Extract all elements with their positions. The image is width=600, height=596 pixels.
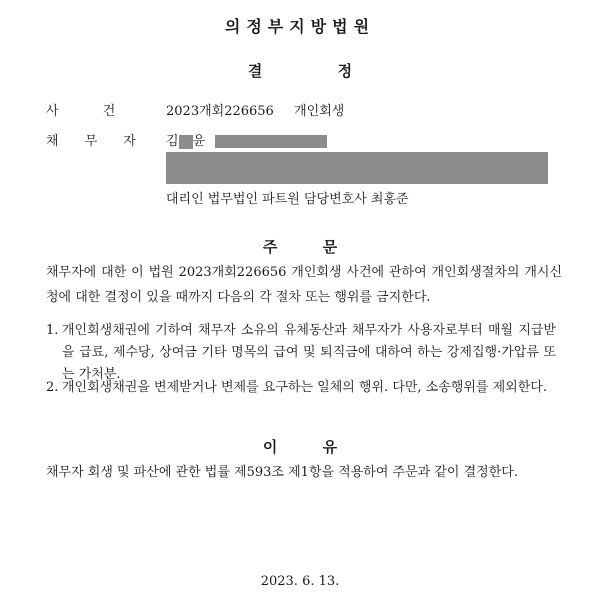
address-redaction	[166, 152, 548, 184]
case-type: 개인회생	[294, 104, 345, 119]
redaction-mask	[215, 135, 327, 148]
order-item-number: 1.	[46, 323, 59, 338]
debtor-name	[166, 130, 327, 149]
case-label: 사 건	[46, 104, 116, 119]
reason-heading: 이 유	[262, 438, 338, 456]
order-item-text: 개인회생채권에 기하여 채무자 소유의 유체동산과 채무자가 사용자로부터 매월 지급받을 급료, 제수당, 상여금 기타 명목의 급여 및 퇴직금에 대하여 하는 강제집행·가압류 또는 가처분.	[62, 323, 556, 382]
debtor-agent: 대리인 법무법인 파트원 담당변호사 최홍준	[166, 192, 409, 207]
document-type: 결 정	[247, 62, 353, 80]
order-item-number: 2.	[46, 380, 59, 395]
order-intro: 채무자에 대한 이 법원 2023개회226656 개인회생 사건에 관하여 개인회생절차의 개시신청에 대한 결정이 있을 때까지 다음의 각 절차 또는 행위를 금지한다.	[46, 265, 562, 305]
debtor-name-last: 윤	[192, 134, 206, 149]
case-value	[166, 100, 344, 119]
decision-date: 2023. 6. 13.	[260, 574, 340, 589]
order-heading: 주 문	[262, 238, 338, 256]
debtor-name-first: 김	[166, 134, 179, 149]
order-item-text: 개인회생채권을 변제받거나 변제를 요구하는 일체의 행위. 다만, 소송행위를 제외한다.	[62, 380, 547, 395]
reason-text: 채무자 회생 및 파산에 관한 법률 제593조 제1항을 적용하여 주문과 같이 결정한다.	[46, 465, 518, 480]
order-item-2	[46, 377, 556, 399]
redaction-mask	[179, 135, 193, 149]
case-number: 2023개회226656	[166, 104, 274, 119]
debtor-label: 채 무 자	[46, 134, 136, 149]
court-name: 의정부지방법원	[224, 17, 376, 36]
